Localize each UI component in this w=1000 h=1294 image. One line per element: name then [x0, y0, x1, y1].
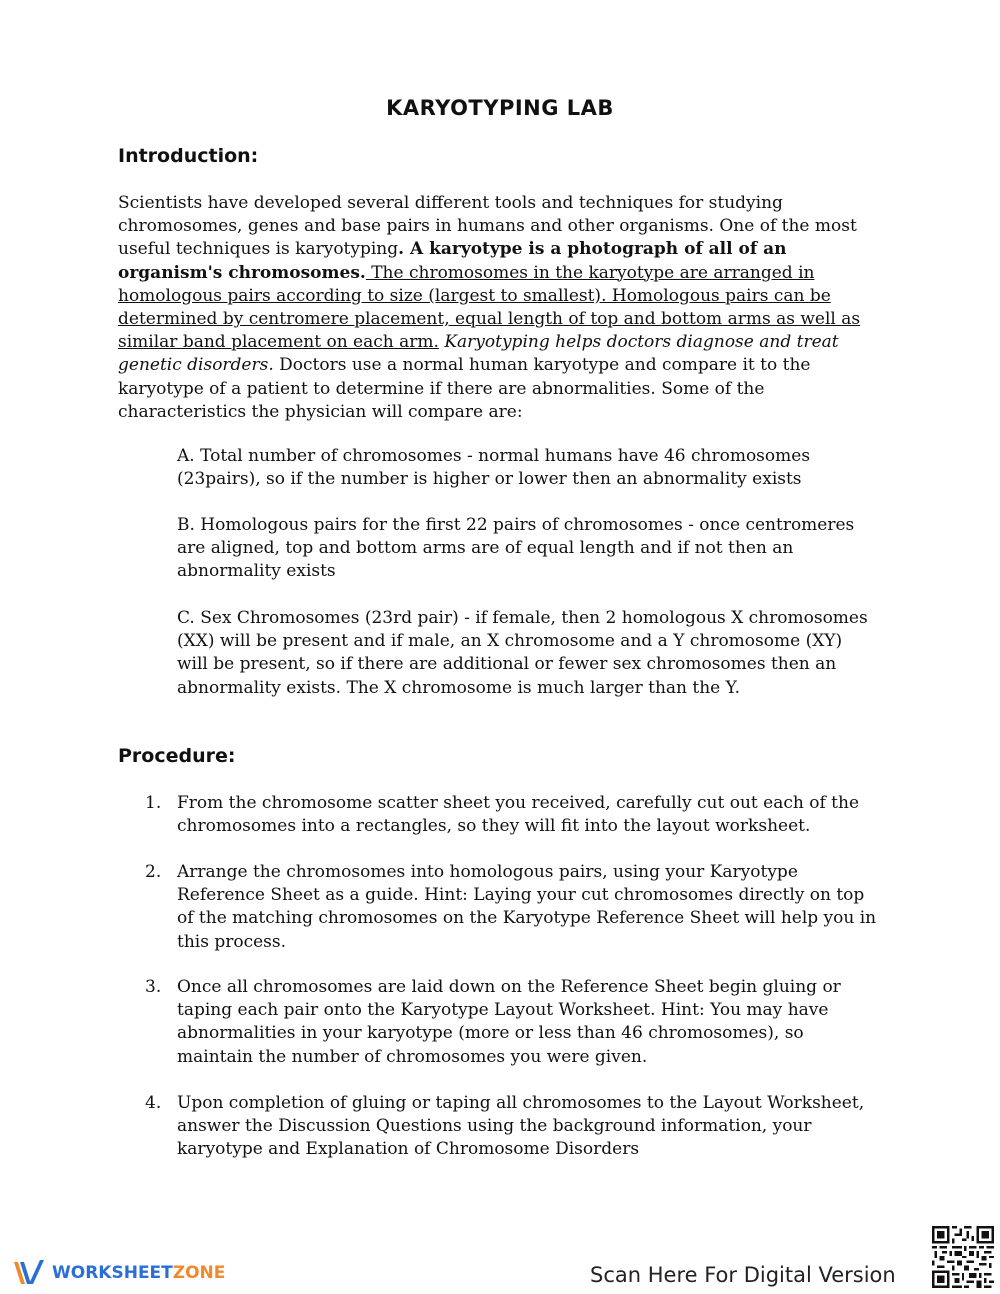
page-title: KARYOTYPING LAB	[386, 96, 614, 120]
intro-text-bold: . A karyotype is a photograph of all of an organism's chromosomes.	[118, 239, 787, 283]
intro-text-underline: The chromosomes in the karyotype are arranged in homologous pairs according to size (largest to smallest). Homologous pairs can be determined by centromere placement, equal length of top and bottom arms as well as similar band placement on each arm.	[118, 262, 861, 353]
procedure-step	[145, 861, 885, 954]
procedure-step	[145, 1092, 885, 1162]
step-text: From the chromosome scatter sheet you received, carefully cut out each of the chromosomes into a rectangles, so they will fit into the layout worksheet.	[177, 793, 860, 837]
procedure-step	[145, 976, 885, 1069]
introduction-heading: Introduction:	[118, 145, 259, 167]
intro-text-plain-2: Doctors use a normal human karyotype and compare it to the karyotype of a patient to determine if there are abnormalities. Some of the characteristics the physician will compare are:	[118, 355, 811, 422]
step-number: 1.	[145, 793, 162, 813]
step-number: 3.	[145, 977, 162, 997]
worksheetzone-logo[interactable]	[12, 1256, 225, 1290]
step-text: Upon completion of gluing or taping all chromosomes to the Layout Worksheet, answer the Discussion Questions using the background information, your karyotype and Explanation of Chromosome Disorders	[177, 1093, 865, 1160]
worksheetzone-logo-icon	[12, 1258, 46, 1288]
procedure-heading: Procedure:	[118, 745, 236, 767]
qr-code-icon[interactable]	[932, 1226, 994, 1288]
intro-text-italic: Karyotyping helps doctors diagnose and treat genetic disorders.	[118, 332, 839, 376]
step-number: 2.	[145, 862, 162, 882]
step-text: Arrange the chromosomes into homologous pairs, using your Karyotype Reference Sheet as a guide. Hint: Laying your cut chromosomes directly on top of the matching chromosomes on the Karyotype Reference Sheet will help you in this process.	[177, 862, 877, 952]
procedure-step	[145, 792, 885, 838]
logo-text-worksheet: WORKSHEET	[52, 1263, 173, 1283]
scan-text: Scan Here For Digital Version	[590, 1263, 896, 1287]
introduction-paragraph	[118, 192, 888, 424]
intro-item-c: C. Sex Chromosomes (23rd pair) - if female, then 2 homologous X chromosomes (XX) will be present and if male, an X chromosome and a Y chromosome (XY) will be present, so if there are additional or fewer sex chromosomes then an abnormality exists. The X chromosome is much larger than the Y.	[177, 608, 868, 698]
step-number: 4.	[145, 1093, 162, 1113]
logo-text-zone: ZONE	[172, 1263, 226, 1283]
intro-item-b: B. Homologous pairs for the first 22 pairs of chromosomes - once centromeres are aligned, top and bottom arms are of equal length and if not then an abnormality exists	[177, 515, 855, 582]
intro-item-a: A. Total number of chromosomes - normal humans have 46 chromosomes (23pairs), so if the number is higher or lower then an abnormality exists	[177, 446, 811, 490]
step-text: Once all chromosomes are laid down on the Reference Sheet begin gluing or taping each pair onto the Karyotype Layout Worksheet. Hint: You may have abnormalities in your karyotype (more or less than 46 chromosomes), so maintain the number of chromosomes you were given.	[177, 977, 841, 1067]
intro-text-plain-1: Scientists have developed several different tools and techniques for studying chromosomes, genes and base pairs in humans and other organisms. One of the most useful techniques is karyotyping	[118, 193, 857, 260]
